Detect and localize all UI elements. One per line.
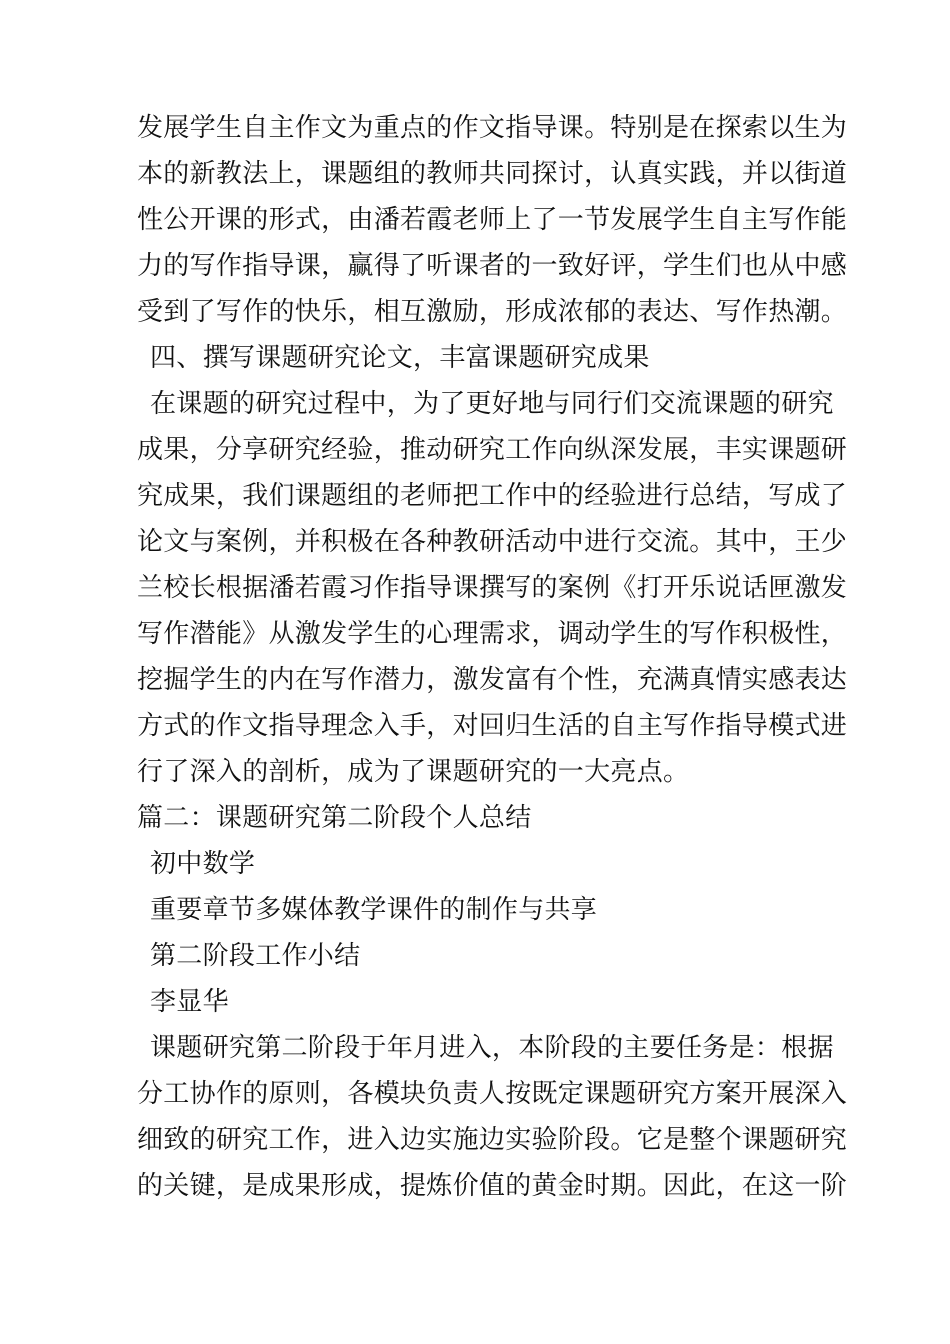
topic-line: 重要章节多媒体教学课件的制作与共享	[150, 895, 598, 925]
paragraph-line: 发展学生自主作文为重点的作文指导课。特别是在探索以生为	[137, 113, 848, 143]
subtitle-line: 第二阶段工作小结	[150, 941, 361, 971]
paragraph-line: 行了深入的剖析，成为了课题研究的一大亮点。	[137, 757, 690, 787]
paragraph-line: 的关键，是成果形成，提炼价值的黄金时期。因此，在这一阶	[137, 1171, 848, 1201]
paragraph-line: 在课题的研究过程中，为了更好地与同行们交流课题的研究	[150, 389, 834, 419]
paragraph-line: 性公开课的形式，由潘若霞老师上了一节发展学生自主写作能	[137, 205, 848, 235]
subject-line: 初中数学	[150, 849, 256, 879]
article-title: 篇二：课题研究第二阶段个人总结	[137, 803, 532, 833]
paragraph-line: 本的新教法上，课题组的教师共同探讨，认真实践，并以街道	[137, 159, 848, 189]
paragraph-line: 论文与案例，并积极在各种教研活动中进行交流。其中，王少	[137, 527, 848, 557]
paragraph-line: 课题研究第二阶段于年月进入，本阶段的主要任务是：根据	[150, 1033, 834, 1063]
paragraph-line: 细致的研究工作，进入边实施边实验阶段。它是整个课题研究	[137, 1125, 848, 1155]
paragraph-line: 分工协作的原则，各模块负责人按既定课题研究方案开展深入	[137, 1079, 848, 1109]
paragraph-line: 挖掘学生的内在写作潜力，激发富有个性，充满真情实感表达	[137, 665, 848, 695]
section-heading: 四、撰写课题研究论文，丰富课题研究成果	[150, 343, 650, 373]
paragraph-line: 受到了写作的快乐，相互激励，形成浓郁的表达、写作热潮。	[137, 297, 848, 327]
author-line: 李显华	[150, 987, 229, 1017]
paragraph-line: 成果，分享研究经验，推动研究工作向纵深发展，丰实课题研	[137, 435, 848, 465]
paragraph-line: 力的写作指导课，赢得了听课者的一致好评，学生们也从中感	[137, 251, 848, 281]
paragraph-line: 方式的作文指导理念入手，对回归生活的自主写作指导模式进	[137, 711, 848, 741]
paragraph-line: 究成果，我们课题组的老师把工作中的经验进行总结，写成了	[137, 481, 848, 511]
paragraph-line: 写作潜能》从激发学生的心理需求，调动学生的写作积极性，	[137, 619, 848, 649]
paragraph-line: 兰校长根据潘若霞习作指导课撰写的案例《打开乐说话匣激发	[137, 573, 848, 603]
